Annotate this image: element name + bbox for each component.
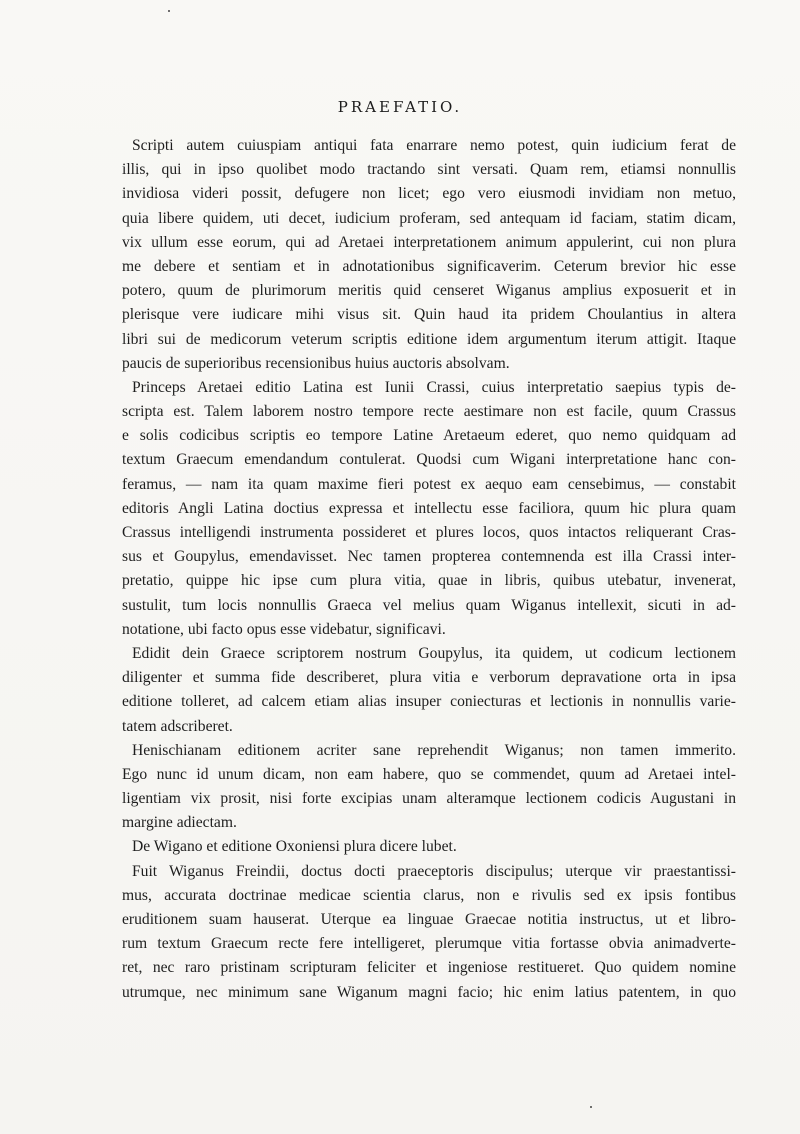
text-line: Ego nunc id unum dicam, non eam habere, quo se commendet, quum ad Aretaei intel-	[122, 765, 736, 783]
text-line: mus, accurata doctrinae medicae scientia clarus, non e rivulis sed ex ipsis fontibus	[122, 886, 736, 904]
text-line: scripta est. Talem laborem nostro tempore recte aestimare non est facile, quum Crassus	[122, 403, 736, 421]
text-line: potero, quum de plurimorum meritis quid censeret Wiganus amplius exposuerit et in	[122, 282, 736, 300]
paragraph	[122, 835, 736, 859]
text-line: plerisque vere iudicare mihi visus sit. Quin haud ita pridem Choulantius in altera	[122, 306, 736, 324]
paragraph	[122, 134, 736, 376]
text-line: Scripti autem cuiuspiam antiqui fata enarrare nemo potest, quin iudicium ferat de	[132, 137, 736, 154]
text-line: eruditionem suam hauserat. Uterque ea linguae Graecae notitia instructus, ut et libro-	[122, 911, 736, 928]
text-line: pretatio, quippe hic ipse cum plura vitia, quae in libris, quibus utebatur, invenerat,	[122, 572, 736, 590]
page-title: PRAEFATIO.	[337, 98, 463, 116]
body-text	[122, 134, 736, 1005]
text-line: sustulit, tum locis nonnullis Graeca vel melius quam Wiganus intellexit, sicuti in ad-	[122, 596, 736, 614]
text-line: ret, nec raro pristinam scripturam feliciter et ingeniose restitueret. Quo quidem nomine	[122, 959, 736, 977]
text-line: rum textum Graecum recte fere intelligeret, plerumque vitia fortasse obvia animadverte-	[122, 935, 736, 953]
text-line: utrumque, nec minimum sane Wiganum magni facio; hic enim latius patentem, in quo	[122, 983, 736, 1001]
text-line: editoris Angli Latina doctius expressa et intellectu esse faciliora, quum hic plura quam	[122, 499, 736, 517]
text-line: libri sui de medicorum veterum scriptis editione idem argumentum iterum attigit. Itaque	[122, 330, 736, 348]
paper-speck	[590, 1106, 592, 1108]
text-line: editione tolleret, ad calcem etiam alias insuper coniecturas et lectionis in nonnullis varie-	[122, 693, 736, 711]
text-line: Henischianam editionem acriter sane reprehendit Wiganus; non tamen immerito.	[132, 741, 736, 759]
paragraph	[122, 739, 736, 836]
text-line: Princeps Aretaei editio Latina est Iunii Crassi, cuius interpretatio saepius typis de-	[132, 378, 736, 396]
paragraph	[122, 860, 736, 1005]
text-line: ligentiam vix prosit, nisi forte excipias unam alteramque lectionem codicis Augustani in	[122, 790, 736, 808]
text-line: sus et Goupylus, emendavisset. Nec tamen propterea contemnenda est illa Crassi inter-	[122, 548, 736, 566]
text-line: notatione, ubi facto opus esse videbatur, significavi.	[122, 620, 446, 638]
text-line: textum Graecum emendandum contulerat. Quodsi cum Wigani interpretatione hanc con-	[122, 451, 736, 469]
text-line: De Wigano et editione Oxoniensi plura dicere lubet.	[132, 838, 457, 856]
text-line: illis, qui in ipso quolibet modo tractando sint versati. Quam rem, etiamsi nonnullis	[122, 161, 736, 179]
text-line: quia libere quidem, uti decet, iudicium proferam, sed antequam id faciam, statim dicam,	[122, 209, 736, 227]
text-line: Fuit Wiganus Freindii, doctus docti praeceptoris discipulus; uterque vir praestantissi-	[132, 862, 736, 880]
text-line: feramus, — nam ita quam maxime fieri potest ex aequo eam censebimus, — constabit	[122, 475, 736, 493]
text-line: paucis de superioribus recensionibus huius auctoris absolvam.	[122, 354, 510, 372]
text-line: Crassus intelligendi instrumenta possideret et plures locos, quos intactos reliquerant Cras-	[122, 524, 736, 541]
text-line: Edidit dein Graece scriptorem nostrum Goupylus, ita quidem, ut codicum lectionem	[132, 644, 736, 662]
paper-speck	[168, 10, 170, 12]
text-line: tatem adscriberet.	[122, 717, 233, 735]
paragraph	[122, 642, 736, 739]
text-line: e solis codicibus scriptis eo tempore Latine Aretaeum ederet, quo nemo quidquam ad	[122, 427, 736, 445]
text-line: diligenter et summa fide describeret, plura vitia e verborum depravatione orta in ipsa	[122, 669, 736, 687]
text-line: me debere et sentiam et in adnotationibus significaverim. Ceterum brevior hic esse	[122, 257, 736, 275]
text-line: invidiosa videri possit, defugere non licet; ego vero eiusmodi invidiam non metuo,	[122, 185, 736, 203]
paragraph	[122, 376, 736, 642]
text-line: margine adiectam.	[122, 814, 237, 832]
text-line: vix ullum esse eorum, qui ad Aretaei interpretationem animum appulerint, cui non plura	[122, 233, 736, 251]
